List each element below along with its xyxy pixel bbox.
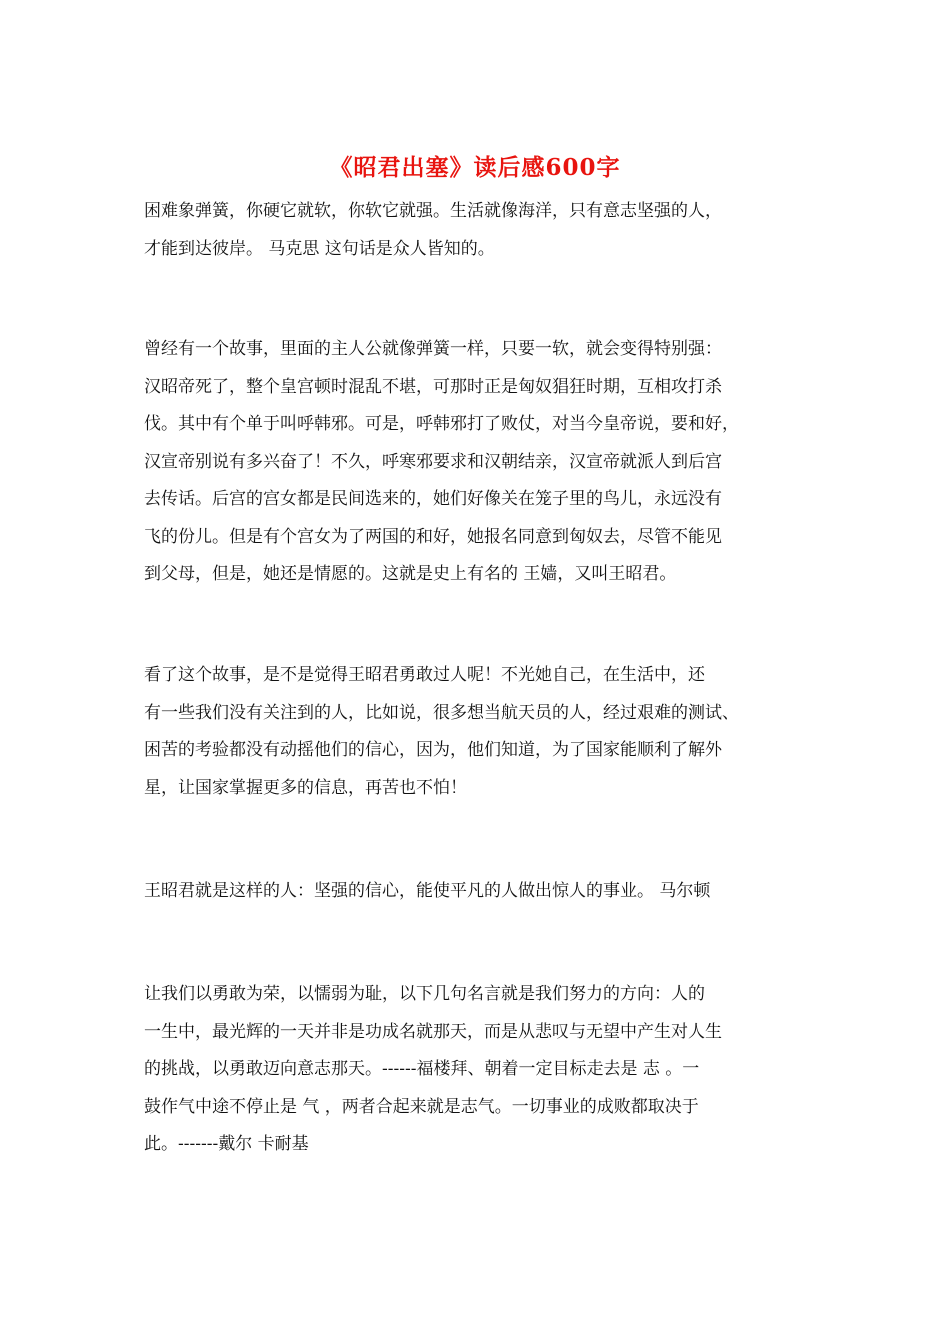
paragraph-1 <box>144 193 812 268</box>
text-line: 到父母，但是，她还是情愿的。这就是史上有名的 王嫱，又叫王昭君。 <box>144 564 677 584</box>
text-line: 汉宣帝别说有多兴奋了！不久，呼寒邪要求和汉朝结亲，汉宣帝就派人到后宫 <box>144 451 722 472</box>
text-line: 星，让国家掌握更多的信息，再苦也不怕！ <box>144 777 467 798</box>
text-line: 飞的份儿。但是有个宫女为了两国的和好，她报名同意到匈奴去，尽管不能见 <box>144 526 722 547</box>
text-line: 此。-------戴尔 卡耐基 <box>144 1134 309 1154</box>
text-line: 王昭君就是这样的人：坚强的信心，能使平凡的人做出惊人的事业。 马尔顿 <box>144 881 711 901</box>
text-line: 看了这个故事，是不是觉得王昭君勇敢过人呢！不光她自己，在生活中，还 <box>144 665 705 685</box>
text-line: 才能到达彼岸。 马克思 这句话是众人皆知的。 <box>144 238 495 259</box>
text-line: 有一些我们没有关注到的人，比如说，很多想当航天员的人，经过艰难的测试、 <box>144 702 739 723</box>
text-line: 伐。其中有个单于叫呼韩邪。可是，呼韩邪打了败仗，对当今皇帝说，要和好， <box>144 414 739 434</box>
text-line: 去传话。后宫的宫女都是民间选来的，她们好像关在笼子里的鸟儿，永远没有 <box>144 489 722 509</box>
text-line: 的挑战，以勇敢迈向意志那天。------福楼拜、朝着一定目标走去是 志 。一 <box>144 1059 700 1079</box>
document-title: 《昭君出塞》读后感600字 <box>329 154 621 181</box>
text-line: 困苦的考验都没有动摇他们的信心，因为，他们知道，为了国家能顺利了解外 <box>144 740 722 760</box>
text-line: 曾经有一个故事，里面的主人公就像弹簧一样，只要一软，就会变得特别强： <box>144 339 722 359</box>
text-line: 汉昭帝死了，整个皇宫顿时混乱不堪，可那时正是匈奴猖狂时期，互相攻打杀 <box>144 376 722 397</box>
text-line: 一生中，最光辉的一天并非是功成名就那天，而是从悲叹与无望中产生对人生 <box>144 1021 722 1042</box>
text-line: 鼓作气中途不停止是 气 ，两者合起来就是志气。一切事业的成败都取决于 <box>144 1096 699 1117</box>
paragraph-4 <box>144 873 812 911</box>
text-line: 让我们以勇敢为荣，以懦弱为耻，以下几句名言就是我们努力的方向：人的 <box>144 984 705 1004</box>
paragraph-3 <box>144 657 812 807</box>
paragraph-5 <box>144 976 812 1164</box>
paragraph-2 <box>144 331 812 594</box>
text-line: 困难象弹簧，你硬它就软，你软它就强。生活就像海洋，只有意志坚强的人， <box>144 201 722 221</box>
